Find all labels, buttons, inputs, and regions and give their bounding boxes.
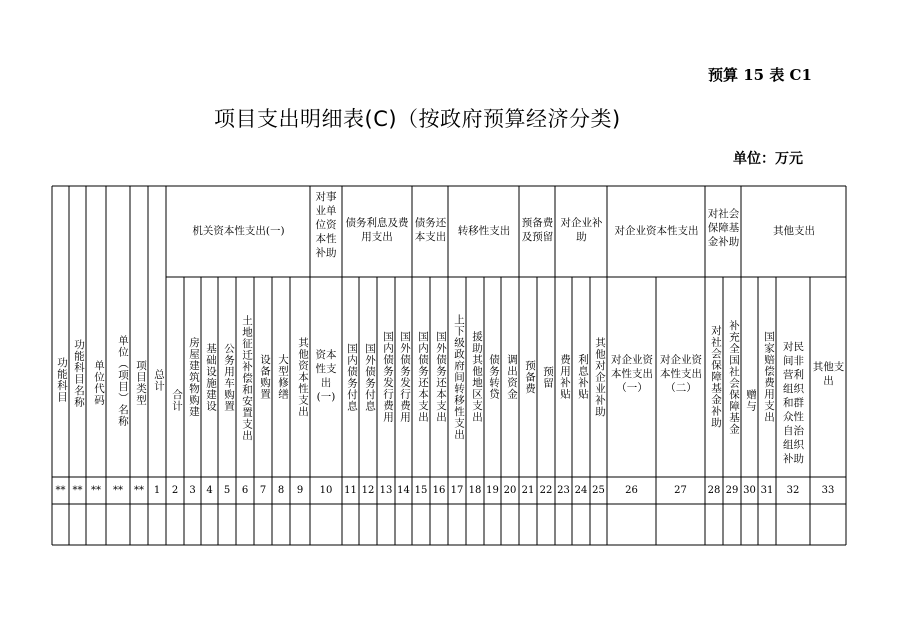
subcol-header-31: 对民间非营利组织和群众性自治组织补助 — [783, 341, 804, 465]
subcol-header-2: 房屋建筑物购建 — [188, 336, 200, 418]
col-header-unit-code: 单位代码 — [93, 360, 105, 406]
code-cell: ** — [113, 485, 123, 496]
code-cell: 32 — [786, 485, 800, 496]
code-cell: 28 — [707, 485, 721, 496]
code-cell: 11 — [344, 485, 357, 496]
subcol-header-24: 其他对企业补助 — [594, 336, 606, 418]
code-cell: 1 — [153, 485, 161, 496]
code-cell: 17 — [450, 485, 464, 496]
subcol-header-25: 对企业资本性支出（一） — [611, 354, 653, 394]
code-cell: 22 — [539, 485, 553, 496]
col-header-function-name: 功能科目名称 — [73, 338, 85, 408]
code-cell: 15 — [414, 485, 428, 496]
col-header-unit-name: 单位（项目）名称 — [117, 335, 129, 427]
subcol-header-1: 合计 — [171, 388, 183, 412]
unit-label: 单位：万元 — [733, 151, 803, 167]
col-header-total: 总计 — [153, 368, 165, 392]
code-cell: ** — [55, 485, 66, 496]
subcol-header-12: 国内债务发行费用 — [382, 331, 394, 423]
page-title: 项目支出明细表(C)（按政府预算经济分类) — [214, 107, 621, 131]
subcol-header-18: 债务转贷 — [488, 354, 500, 400]
subcol-header-8: 其他资本性支出 — [297, 336, 309, 418]
group-header-huanben: 债务还本支出 — [414, 217, 447, 243]
group-header-qiyebuzhu: 对企业补助 — [560, 217, 603, 243]
code-cell: 16 — [432, 485, 446, 496]
code-cell: 10 — [319, 485, 333, 496]
code-cell: 9 — [296, 485, 304, 496]
subcol-header-19: 调出资金 — [506, 354, 518, 400]
subcol-header-22: 费用补贴 — [559, 354, 571, 400]
subcol-header-5: 土地征迁补偿和安置支出 — [241, 314, 253, 442]
subcol-header-20: 预备费 — [524, 359, 536, 395]
subcol-header-16: 上下级政府间转移性支出 — [453, 314, 465, 441]
code-cell: 3 — [189, 485, 196, 496]
group-header-qita: 其他支出 — [773, 225, 815, 237]
empty-data-row — [52, 504, 846, 545]
form-number: 预算 15 表 C1 — [708, 66, 812, 84]
group-header-zhaiwu: 债务利息及费用支出 — [345, 217, 409, 243]
subcol-header-10: 国内债务付息 — [346, 342, 358, 412]
code-cell: ** — [72, 485, 83, 496]
group-header-zhuanyi: 转移性支出 — [457, 225, 511, 237]
subcol-header-30: 国家赔偿费用支出 — [763, 331, 775, 423]
code-cell: 8 — [277, 485, 285, 496]
subcol-header-6: 设备购置 — [259, 354, 271, 400]
code-cell: 12 — [361, 485, 375, 496]
code-cell: 26 — [625, 485, 638, 496]
code-cell: 29 — [725, 485, 739, 496]
code-cell: ** — [134, 485, 144, 496]
code-cell: 27 — [674, 485, 687, 496]
code-cell: 25 — [592, 485, 605, 496]
code-cell: 19 — [486, 485, 499, 496]
code-cell: 13 — [379, 485, 393, 496]
code-cell: 23 — [557, 485, 570, 496]
code-cell: 2 — [171, 485, 179, 496]
subcol-header-4: 公务用车购置 — [223, 342, 235, 412]
subcol-header-3: 基础设施建设 — [205, 342, 217, 412]
code-cell: 5 — [223, 485, 231, 496]
subcol-header-15: 国外债务还本支出 — [435, 331, 447, 423]
col-header-function-code: 功能科目 — [56, 357, 68, 403]
code-cell: 14 — [397, 485, 410, 496]
group-header-yubei: 预备费及预留 — [521, 217, 554, 243]
subcol-header-7: 大型修缮 — [277, 354, 289, 400]
subcol-header-28: 补充全国社会保障基金 — [728, 319, 740, 435]
code-cell: 4 — [206, 485, 213, 496]
group-header-jiguan: 机关资本性支出(一) — [192, 225, 285, 237]
group-header-shebao: 对社会保障基金补助 — [707, 208, 740, 248]
code-cell: 24 — [574, 485, 588, 496]
code-cell: 31 — [760, 485, 774, 496]
code-cell: 30 — [743, 485, 756, 496]
subcol-header-21: 预留 — [542, 365, 554, 389]
subcol-header-14: 国内债务还本支出 — [417, 331, 429, 423]
group-header-duishiye: 对事业单位资本性补助 — [315, 191, 337, 259]
code-cell: 21 — [521, 485, 535, 496]
subcol-header-9: 资本性支出(一) — [315, 349, 337, 403]
code-cell: 7 — [259, 485, 267, 496]
code-cell: 6 — [241, 485, 249, 496]
subcol-header-13: 国外债务发行费用 — [399, 331, 411, 423]
subcol-header-11: 国外债务付息 — [364, 342, 376, 412]
code-cell: 20 — [503, 485, 517, 496]
subcol-header-26: 对企业资本性支出（二） — [660, 354, 702, 394]
subcol-header-17: 援助其他地区支出 — [471, 331, 483, 423]
col-header-project-type: 项目类型 — [135, 360, 147, 406]
subcol-header-32: 其他支出 — [812, 361, 845, 387]
subcol-header-23: 利息补贴 — [577, 354, 589, 400]
subcol-header-27: 对社会保障基金补助 — [710, 325, 722, 429]
code-cell: 18 — [468, 485, 482, 496]
subcol-header-29: 赠与 — [745, 388, 757, 412]
code-cell: 33 — [821, 485, 835, 496]
group-header-qiyeziben: 对企业资本性支出 — [614, 225, 699, 237]
code-cell: ** — [91, 485, 101, 496]
